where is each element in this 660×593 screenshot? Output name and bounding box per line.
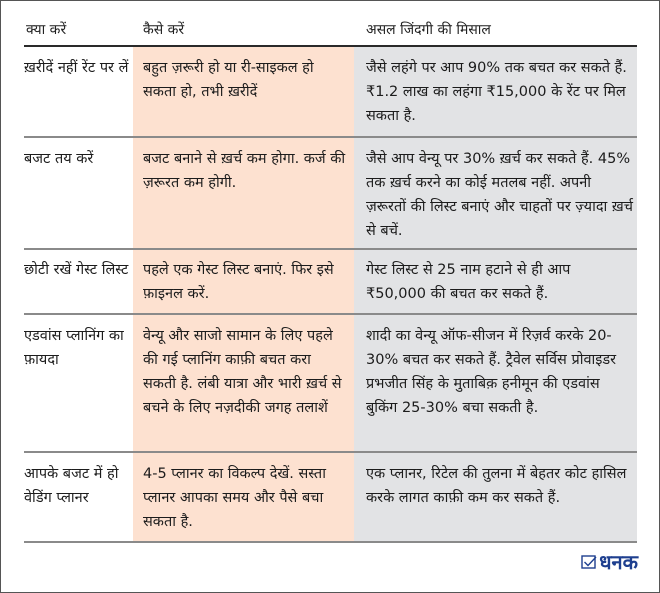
cell-how: पहले एक गेस्ट लिस्ट बनाएं. फिर इसे फ़ाइनल करें.: [143, 262, 334, 302]
row-divider: [24, 248, 637, 250]
row-divider: [24, 451, 637, 453]
row-divider: [24, 136, 637, 138]
cell-what: एडवांस प्लानिंग का फ़ायदा: [24, 328, 124, 368]
cell-example: जैसे आप वेन्यू पर 30% ख़र्च कर सकते हैं. 45% तक ख़र्च करने का कोई मतलब नहीं. अपनी ज़रूरतों की लिस्ट बनाएं और चाहतों पर ज़्यादा ख़र्च से बचें.: [366, 151, 633, 239]
row-divider: [24, 313, 637, 315]
cell-example: शादी का वेन्यू ऑफ-सीजन में रिज़र्व करके 20-30% बचत कर सकते हैं. ट्रैवेल सर्विस प्रोवाइडर प्रभजीत सिंह के मुताबिक़ हनीमून की एडवांस बुकिंग 25-30% बचा सकती है.: [366, 328, 617, 416]
cell-how: वेन्यू और साजो सामान के लिए पहले की गई प्लानिंग काफ़ी बचत करा सकती है. लंबी यात्रा और भारी ख़र्च से बचने के लिए नज़दीकी जगह तलाशें: [143, 328, 342, 416]
checkbox-icon: [581, 554, 597, 570]
cell-how: बजट बनाने से ख़र्च कम होगा. कर्ज की ज़रूरत कम होगी.: [143, 151, 346, 191]
header-example: असल जिंदगी की मिसाल: [366, 22, 491, 38]
cell-how: 4-5 प्लानर का विकल्प देखें. सस्ता प्लानर आपका समय और पैसे बचा सकता है.: [143, 466, 326, 530]
cell-what: ख़रीदें नहीं रेंट पर लें: [24, 60, 129, 76]
cell-example: जैसे लहंगे पर आप 90% तक बचत कर सकते हैं. ₹1.2 लाख का लहंगा ₹15,000 के रेंट पर मिल सकता है.: [366, 60, 627, 124]
dhanak-logo: [581, 548, 638, 575]
row-divider: [24, 541, 637, 543]
cell-example: एक प्लानर, रिटेल की तुलना में बेहतर कोट हासिल करके लागत काफ़ी कम कर सकते हैं.: [366, 466, 627, 506]
header-what: क्या करें: [26, 22, 67, 38]
cell-what: बजट तय करें: [24, 151, 94, 167]
header-how: कैसे करें: [143, 22, 185, 38]
cell-what: छोटी रखें गेस्ट लिस्ट: [24, 262, 129, 278]
header-divider: [24, 45, 637, 47]
cell-example: गेस्ट लिस्ट से 25 नाम हटाने से ही आप ₹50,000 की बचत कर सकते हैं.: [366, 262, 571, 302]
cell-how: बहुत ज़रूरी हो या री-साइकल हो सकता हो, तभी ख़रीदें: [143, 60, 314, 100]
cell-what: आपके बजट में हो वेडिंग प्लानर: [24, 466, 119, 506]
logo-text: धनक: [599, 550, 638, 574]
